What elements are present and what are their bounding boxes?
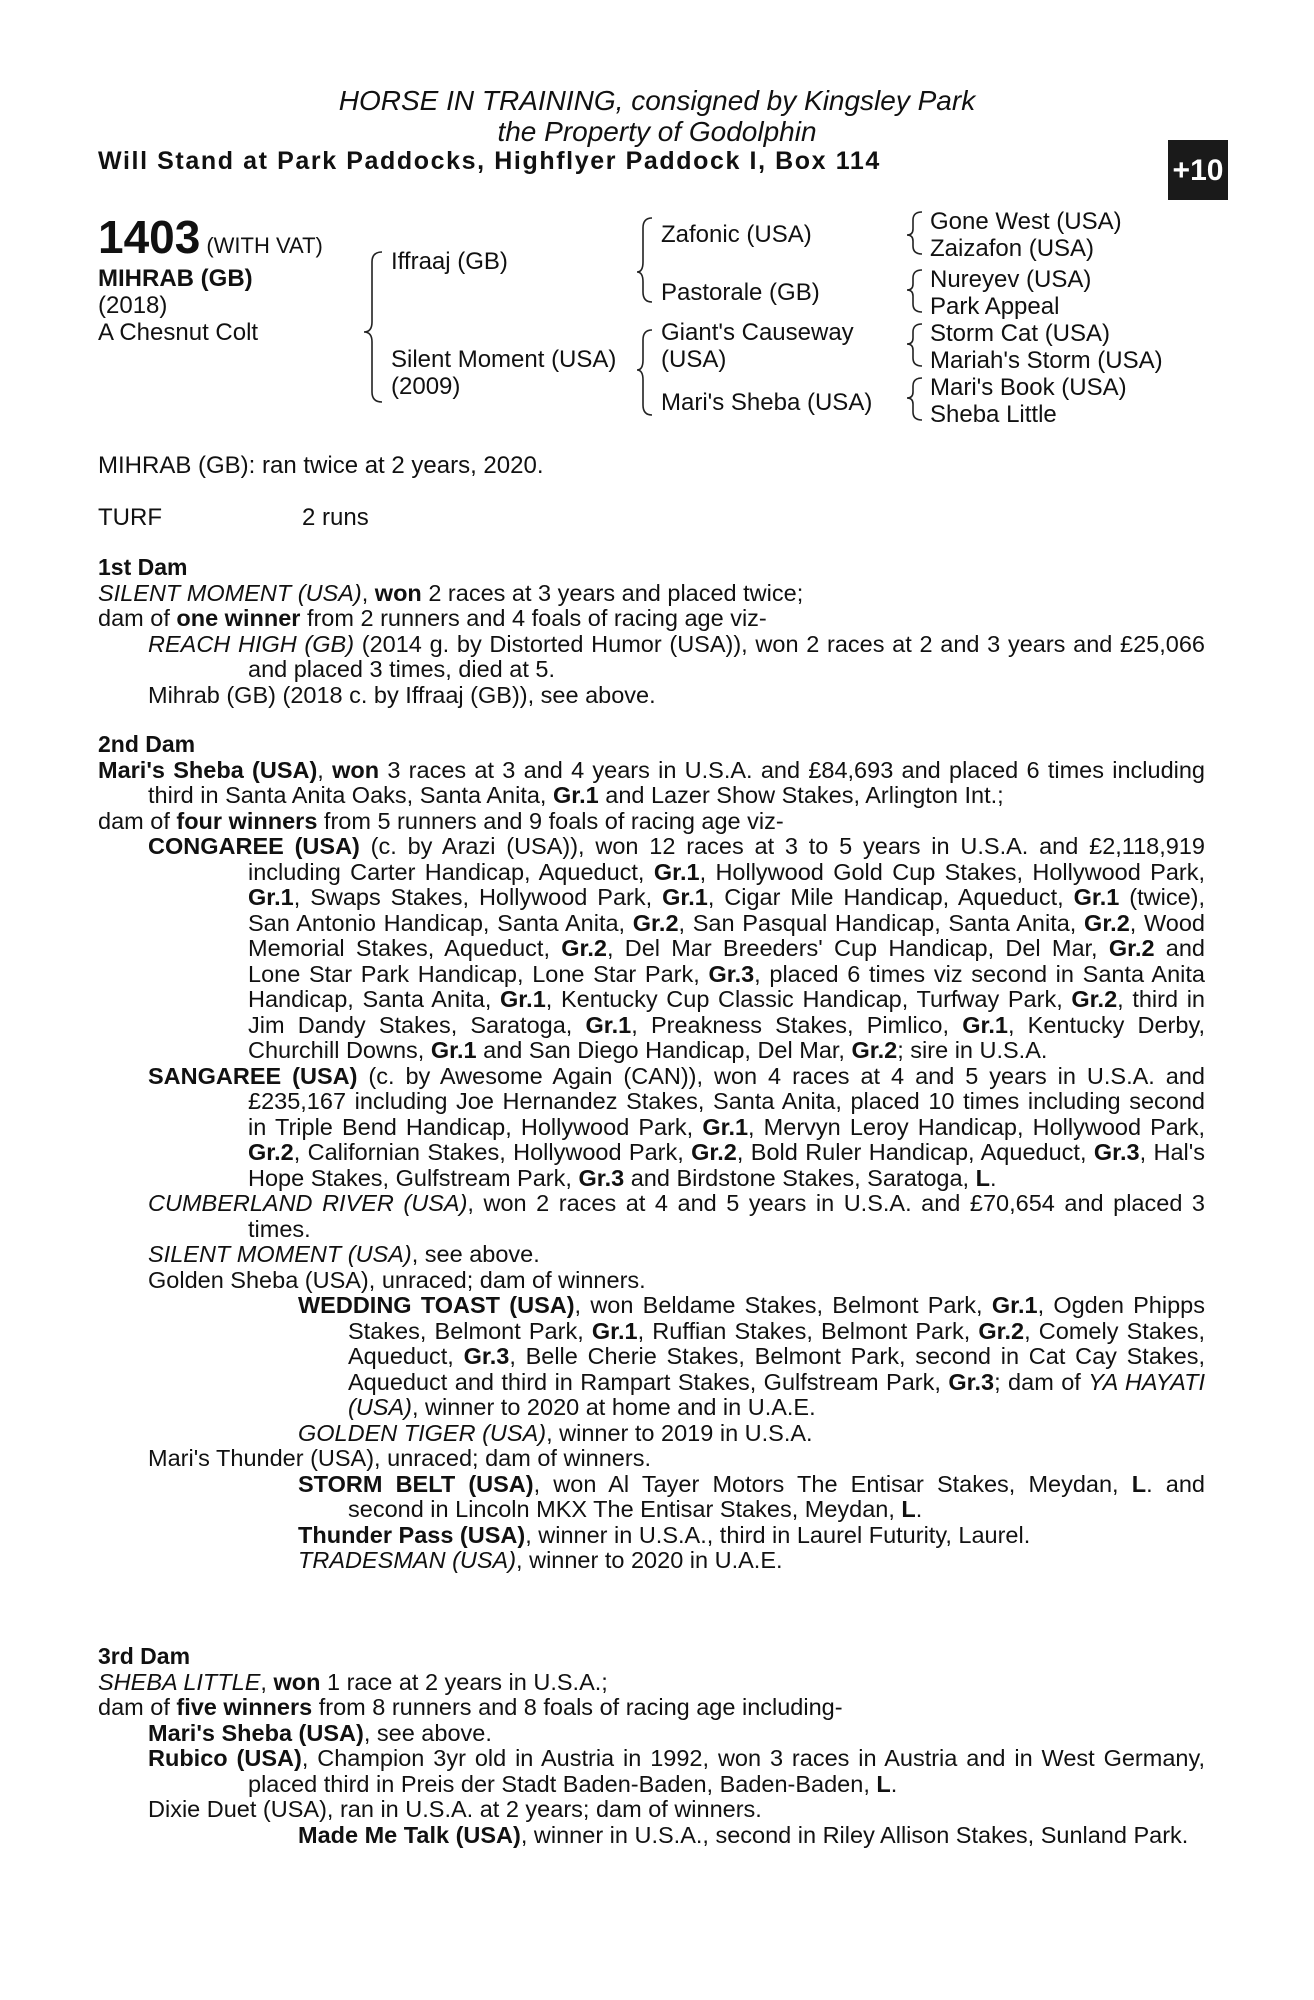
produce-entry-silent: [98, 1242, 1205, 1268]
produce-text: (twice), San Antonio Handicap, Santa Anita,: [248, 884, 1205, 936]
grade-label: Gr.1: [653, 858, 700, 885]
dam-record: SILENT MOMENT (USA), won 2 races at 3 years and placed twice;: [98, 579, 804, 606]
grade-label: Gr.1: [500, 986, 546, 1012]
produce-name: CUMBERLAND RIVER (USA): [148, 1190, 468, 1216]
produce-text: , Ruffian Stakes, Belmont Park,: [637, 1317, 979, 1344]
grade-label: Gr.2: [691, 1139, 737, 1165]
sdd-name: Park Appeal: [930, 293, 1060, 320]
grade-label: Gr.1: [585, 1011, 632, 1038]
grade-label: Gr.1: [248, 884, 294, 910]
produce-entry: Mihrab (GB) (2018 c. by Iffraaj (GB)), see above.: [148, 681, 656, 708]
produce-text: , won Beldame Stakes, Belmont Park,: [574, 1292, 992, 1318]
produce-name: SANGAREE (USA): [148, 1062, 358, 1089]
produce-text: , winner to 2020 at home and in U.A.E.: [411, 1394, 816, 1420]
produce-name: WEDDING TOAST (USA): [298, 1292, 575, 1318]
won-label: won: [332, 756, 380, 783]
produce-text: , Champion 3yr old in Austria in 1992, won 3 races in Austria and in West Germany, placed third in Preis der Stadt Baden-Baden, Baden-Baden,: [248, 1745, 1205, 1797]
dds-name: Mari's Book (USA): [930, 374, 1127, 401]
grade-label: Gr.3: [948, 1368, 995, 1395]
produce-name: Made Me Talk (USA): [298, 1821, 521, 1848]
third-dam-section: [98, 1644, 1205, 1848]
produce-name: SILENT MOMENT (USA): [148, 1241, 412, 1267]
produce-text: (c. by Awesome Again (CAN)), won 4 races at 4 and 5 years in U.S.A. and £235,167 including Joe Hernandez Stakes, Santa Anita, placed 10 times including second in Triple Bend Handicap, Hollywood Park,: [248, 1062, 1205, 1140]
produce-entry-golden-sheba: Golden Sheba (USA), unraced; dam of winners.: [148, 1266, 646, 1293]
winners-count: five winners: [176, 1694, 313, 1720]
horse-name: MIHRAB (GB): [98, 265, 253, 292]
grade-label: Gr.1: [662, 884, 708, 910]
grade-label: Gr.2: [978, 1317, 1025, 1344]
produce-text: , Preakness Stakes, Pimlico,: [631, 1011, 963, 1038]
produce-text: , third in Jim Dandy Stakes, Saratoga,: [248, 986, 1206, 1038]
record-runs: 2 runs: [302, 504, 369, 531]
produce-text: ; dam of: [994, 1368, 1089, 1395]
produce-text: , see above.: [411, 1241, 540, 1267]
grade-label: Gr.1: [552, 782, 599, 808]
produce-entry-thunder-pass: [98, 1523, 1205, 1549]
dam-record: SHEBA LITTLE, won 1 race at 2 years in U.S.A.;: [98, 1668, 608, 1695]
horse-description: A Chesnut Colt: [98, 319, 259, 346]
first-dam-section: [98, 555, 1205, 708]
sire-name: Iffraaj (GB): [391, 248, 508, 275]
grade-label: Gr.1: [430, 1037, 477, 1063]
grade-label: Gr.3: [463, 1343, 510, 1369]
produce-name: CONGAREE (USA): [148, 833, 360, 859]
dam-sire-line2: (USA): [661, 346, 727, 373]
produce-text: , winner in U.S.A., second in Riley Allison Stakes, Sunland Park.: [520, 1821, 1189, 1848]
produce-text: (c. by Arazi (USA)), won 12 races at 3 to 5 years in U.S.A. and £2,118,919 including Carter Handicap, Aqueduct,: [248, 833, 1205, 885]
produce-text: and San Diego Handicap, Del Mar,: [476, 1037, 852, 1063]
produce-text: .: [890, 1770, 898, 1797]
produce-prefix: dam of: [98, 807, 177, 834]
produce-text: ; sire in U.S.A.: [897, 1037, 1048, 1063]
produce-suffix: from 8 runners and 8 foals of racing age including-: [312, 1694, 843, 1720]
section-heading: 3rd Dam: [98, 1643, 191, 1669]
dsd-name: Mariah's Storm (USA): [930, 347, 1163, 374]
produce-text: (2014 g. by Distorted Humor (USA)), won 2 races at 2 and 3 years and £25,066 and placed 3 times, died at 5.: [248, 630, 1205, 682]
dam-year: (2009): [391, 373, 461, 400]
produce-prefix: dam of: [98, 605, 177, 631]
produce-text: , Comely Stakes, Aqueduct,: [348, 1317, 1205, 1369]
dam-race-text: 1 race at 2 years in U.S.A.;: [320, 1668, 608, 1695]
grade-label: Gr.3: [1093, 1139, 1140, 1165]
produce-text: , Hollywood Gold Cup Stakes, Hollywood Park,: [699, 858, 1206, 885]
ssd-name: Zaizafon (USA): [930, 235, 1095, 262]
produce-text: , Belle Cherie Stakes, Belmont Park, second in Cat Cay Stakes, Aqueduct and third in Rampart Stakes, Gulfstream Park,: [348, 1343, 1206, 1395]
produce-text: , Californian Stakes, Hollywood Park,: [293, 1139, 692, 1165]
dam-sire-line1: Giant's Causeway: [661, 319, 854, 346]
produce-name: Thunder Pass (USA): [298, 1521, 526, 1548]
produce-entry-cumberland: [98, 1191, 1205, 1242]
produce-entry-tradesman: [98, 1548, 1205, 1574]
grade-label: Gr.2: [632, 909, 679, 936]
produce-text: , Kentucky Derby, Churchill Downs,: [248, 1011, 1205, 1063]
dam-record: Mari's Sheba (USA), won 3 races at 3 and 4 years in U.S.A. and £84,693 and placed 6 times including third in Santa Anita Oaks, Santa Anita, Gr.1 and Lazer Show Stakes, Arlington Int.;: [98, 756, 1206, 808]
sss-name: Gone West (USA): [930, 208, 1122, 235]
dam-dam: Mari's Sheba (USA): [661, 389, 873, 416]
grade-label: Gr.2: [1108, 935, 1155, 961]
dam-name-text: Mari's Sheba (USA): [98, 756, 318, 783]
produce-text: and Lone Star Park Handicap, Lone Star Park,: [248, 935, 1205, 987]
grade-label: Gr.2: [1084, 909, 1130, 936]
produce-text: , Ogden Phipps Stakes, Belmont Park,: [348, 1292, 1205, 1344]
won-label: won: [374, 579, 422, 606]
produce-entry-made-me-talk: [98, 1823, 1205, 1849]
sds-name: Nureyev (USA): [930, 266, 1092, 293]
produce-entry-rubico: [98, 1746, 1205, 1797]
header-location: Will Stand at Park Paddocks, Highflyer Paddock I, Box 114: [98, 147, 881, 175]
produce-entry-sangaree: [98, 1064, 1205, 1192]
produce-suffix: from 5 runners and 9 foals of racing age viz-: [317, 807, 784, 834]
dam-race-text: and Lazer Show Stakes, Arlington Int.;: [598, 782, 1004, 808]
produce-text: . and second in Lincoln MKX The Entisar Stakes, Meydan,: [348, 1470, 1205, 1522]
produce-text: , winner in U.S.A., third in Laurel Futurity, Laurel.: [525, 1521, 1031, 1548]
produce-name: TRADESMAN (USA): [298, 1547, 517, 1573]
produce-entry-wedding: [98, 1293, 1205, 1421]
grade-label: L: [901, 1496, 916, 1522]
produce-text: , winner to 2019 in U.S.A.: [546, 1419, 813, 1446]
produce-name: YA HAYATI (USA): [348, 1368, 1205, 1420]
grade-label: L: [876, 1770, 891, 1797]
grade-label: Gr.1: [991, 1292, 1038, 1318]
produce-entry-maris-sheba: [98, 1721, 1205, 1747]
ddd-name: Sheba Little: [930, 401, 1057, 428]
grade-label: Gr.1: [962, 1011, 1008, 1038]
produce-text: , won Al Tayer Motors The Entisar Stakes, Meydan,: [533, 1470, 1132, 1497]
produce-name: Mari's Sheba (USA): [148, 1719, 364, 1746]
header-property: the Property of Godolphin: [497, 116, 817, 147]
produce-text: , Wood Memorial Stakes, Aqueduct,: [248, 909, 1205, 961]
section-heading: 2nd Dam: [98, 731, 196, 757]
produce-entry-maris-thunder: Mari's Thunder (USA), unraced; dam of winners.: [148, 1445, 651, 1471]
produce-summary: [98, 1695, 1205, 1721]
produce-text: .: [915, 1496, 923, 1522]
won-label: won: [273, 1668, 321, 1695]
produce-name: REACH HIGH (GB): [148, 630, 355, 657]
race-summary: MIHRAB (GB): ran twice at 2 years, 2020.: [98, 452, 544, 479]
winners-count: one winner: [176, 605, 301, 631]
grade-label: Gr.1: [591, 1317, 638, 1344]
vat-label: (WITH VAT): [206, 233, 323, 258]
produce-entry-congaree: [98, 834, 1205, 1064]
produce-text: , Kentucky Cup Classic Handicap, Turfway Park,: [545, 986, 1072, 1012]
produce-text: , placed 6 times viz second in Santa Anita Handicap, Santa Anita,: [248, 960, 1205, 1012]
sire-sire: Zafonic (USA): [661, 221, 812, 248]
produce-name: Rubico (USA): [148, 1745, 302, 1771]
section-heading: 1st Dam: [98, 554, 188, 580]
grade-label: Gr.2: [248, 1139, 294, 1165]
produce-text: .: [989, 1164, 997, 1191]
grade-label: Gr.1: [702, 1113, 749, 1140]
grade-label: Gr.3: [708, 960, 755, 987]
grade-label: L: [975, 1164, 990, 1191]
produce-text: , see above.: [363, 1719, 492, 1746]
produce-entry-storm-belt: [98, 1472, 1205, 1523]
produce-text: , Del Mar Breeders' Cup Handicap, Del Mar,: [606, 935, 1109, 961]
produce-text: , Bold Ruler Handicap, Aqueduct,: [736, 1139, 1094, 1165]
dam-name-text: SHEBA LITTLE: [98, 1668, 261, 1695]
produce-suffix: from 2 runners and 4 foals of racing age viz-: [300, 605, 767, 631]
produce-text: , Mervyn Leroy Handicap, Hollywood Park,: [748, 1113, 1205, 1140]
produce-name: STORM BELT (USA): [298, 1470, 534, 1497]
dam-race-text: 3 races at 3 and 4 years in U.S.A. and £84,693 and placed 6 times including third in Santa Anita Oaks, Santa Anita,: [148, 756, 1206, 808]
grade-label: Gr.2: [851, 1037, 898, 1063]
produce-text: , Hal's Hope Stakes, Gulfstream Park,: [248, 1139, 1206, 1191]
grade-label: Gr.2: [1071, 986, 1118, 1012]
produce-text: , San Pasqual Handicap, Santa Anita,: [678, 909, 1085, 936]
plus-10-badge-icon: +10: [1168, 140, 1228, 200]
header-consignor: HORSE IN TRAINING, consigned by Kingsley Park: [338, 85, 976, 116]
grade-label: L: [1131, 1470, 1147, 1497]
produce-summary: [98, 809, 1205, 835]
grade-label: Gr.1: [1073, 884, 1120, 910]
grade-label: Gr.2: [561, 935, 607, 961]
produce-text: , won 2 races at 4 and 5 years in U.S.A. and £70,654 and placed 3 times.: [248, 1190, 1206, 1242]
produce-text: and Birdstone Stakes, Saratoga,: [624, 1164, 976, 1191]
dam-name: Silent Moment (USA): [391, 346, 617, 373]
dss-name: Storm Cat (USA): [930, 320, 1111, 347]
grade-label: Gr.3: [578, 1164, 625, 1191]
produce-entry-golden-tiger: [98, 1421, 1205, 1447]
horse-year: (2018): [98, 292, 168, 319]
record-surface: TURF: [98, 504, 162, 531]
sire-dam: Pastorale (GB): [661, 279, 820, 306]
winners-count: four winners: [176, 807, 318, 834]
produce-summary: [98, 606, 1205, 632]
produce-text: , Cigar Mile Handicap, Aqueduct,: [707, 884, 1074, 910]
produce-name: GOLDEN TIGER (USA): [298, 1419, 547, 1446]
produce-entry-dixie-duet: Dixie Duet (USA), ran in U.S.A. at 2 years; dam of winners.: [148, 1796, 762, 1822]
second-dam-section: [98, 732, 1205, 1574]
produce-prefix: dam of: [98, 1694, 177, 1720]
produce-entry: [98, 632, 1205, 683]
dam-name-text: SILENT MOMENT (USA): [98, 579, 362, 606]
produce-text: , winner to 2020 in U.A.E.: [516, 1547, 783, 1573]
lot-number-value: 1403: [98, 211, 201, 263]
dam-race-text: 2 races at 3 years and placed twice;: [421, 579, 804, 606]
produce-text: , Swaps Stakes, Hollywood Park,: [293, 884, 663, 910]
